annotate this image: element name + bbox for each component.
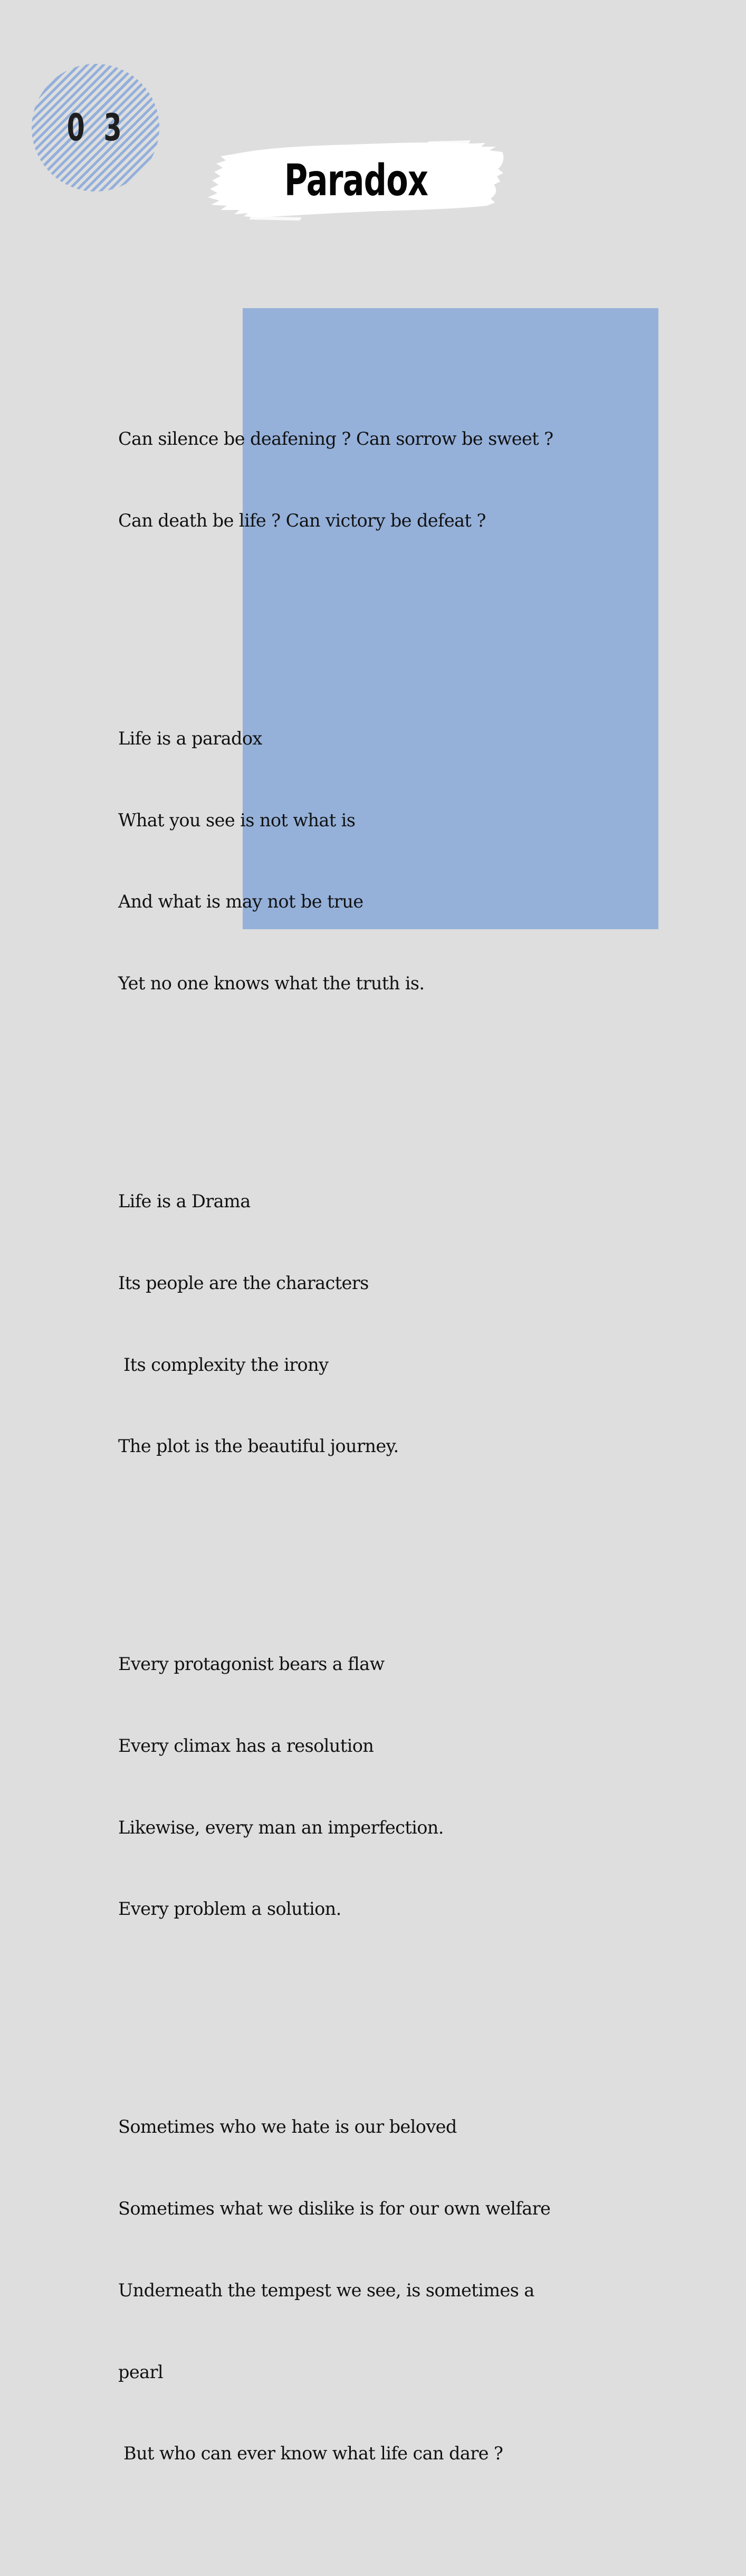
poem-line: Life is a Drama <box>118 1191 251 1211</box>
poem-line: Its people are the characters <box>118 1272 369 1293</box>
poem-line: Sometimes who we hate is our beloved <box>118 2116 457 2138</box>
poem-line: Its complexity the irony <box>118 1354 329 1375</box>
stanza <box>118 1596 709 1977</box>
stanza <box>118 1133 709 1514</box>
poem-line: Can death be life ? Can victory be defeat ? <box>118 510 486 531</box>
poem-line: And what is may not be true <box>118 891 364 912</box>
poem-line: Sometimes what we dislike is for our own welfare <box>118 2198 551 2219</box>
poem-body <box>118 317 709 2576</box>
poem-title: Paradox <box>284 155 428 206</box>
poem-line: Yet no one knows what the truth is. <box>118 973 425 994</box>
poem-line: Likewise, every man an imperfection. <box>118 1817 444 1838</box>
poem-line: Underneath the tempest we see, is sometimes a <box>118 2279 534 2301</box>
poem-line: What you see is not what is <box>118 809 356 831</box>
poem-line: Life is a paradox <box>118 728 262 749</box>
poem-line: pearl <box>118 2361 163 2382</box>
stanza <box>118 671 709 1052</box>
poem-line: But who can ever know what life can dare ? <box>118 2443 503 2464</box>
poem-line: Every protagonist bears a flaw <box>118 1654 385 1675</box>
poem-line: Can silence be deafening ? Can sorrow be sweet ? <box>118 428 553 450</box>
poem-line: Every problem a solution. <box>118 1898 341 1920</box>
poem-line: Every climax has a resolution <box>118 1735 374 1756</box>
stanza <box>118 371 709 589</box>
poem-line: The plot is the beautiful journey. <box>118 1436 399 1457</box>
page-number: 0 3 <box>66 106 127 149</box>
stanza <box>118 2059 709 2522</box>
